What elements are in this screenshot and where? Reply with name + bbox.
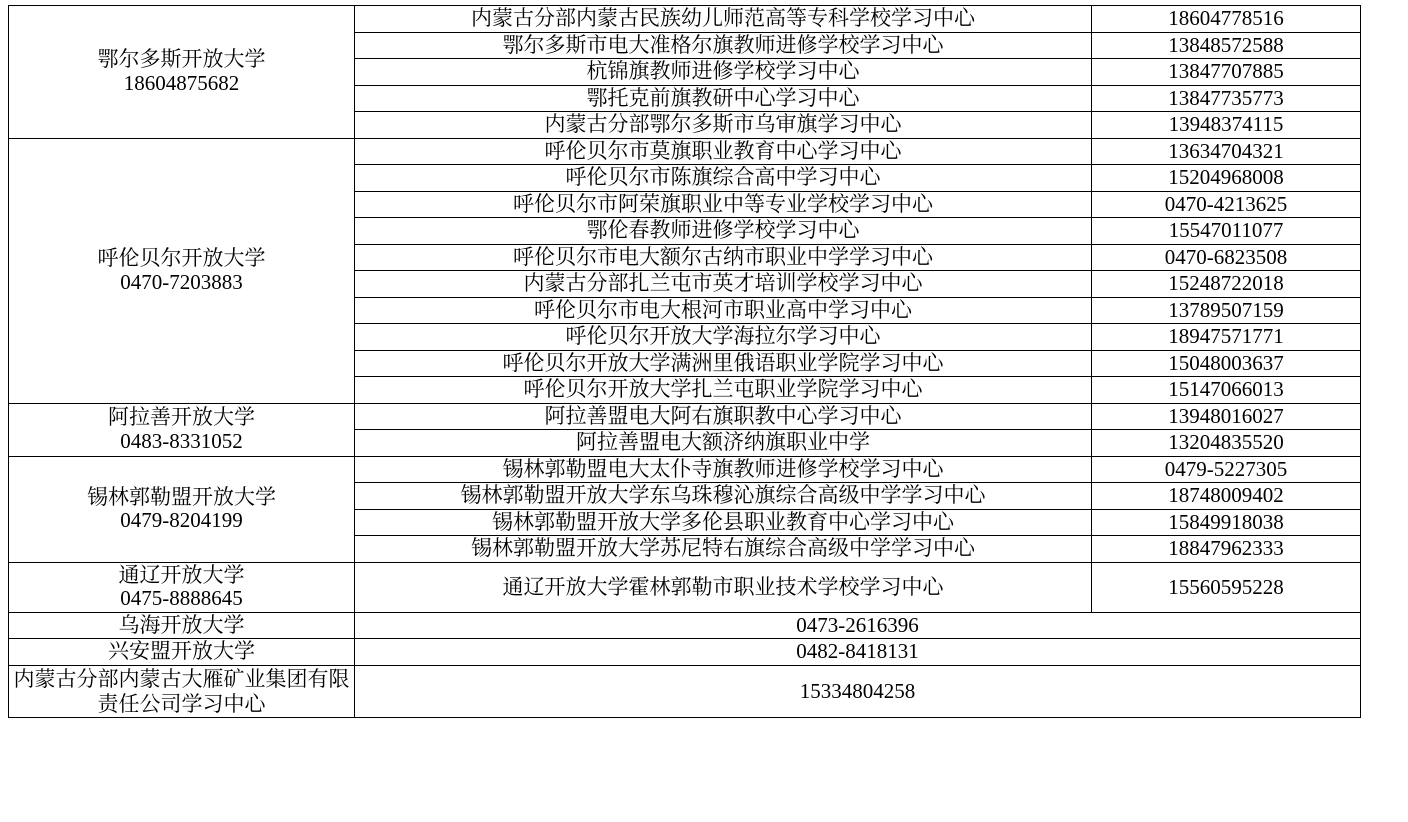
center-name: 呼伦贝尔开放大学扎兰屯职业学院学习中心 (355, 377, 1092, 404)
org-name: 鄂尔多斯开放大学 (97, 47, 266, 72)
center-name: 呼伦贝尔开放大学海拉尔学习中心 (355, 324, 1092, 351)
org-name: 呼伦贝尔开放大学 (97, 246, 266, 271)
center-name: 锡林郭勒盟开放大学多伦县职业教育中心学习中心 (355, 509, 1092, 536)
center-phone: 15248722018 (1092, 271, 1361, 298)
org-cell (9, 665, 355, 718)
org-phone: 0479-8204199 (120, 508, 243, 533)
center-name: 鄂尔多斯市电大准格尔旗教师进修学校学习中心 (355, 32, 1092, 59)
center-phone: 13847707885 (1092, 59, 1361, 86)
center-phone: 15560595228 (1092, 562, 1361, 612)
center-name: 阿拉善盟电大额济纳旗职业中学 (355, 430, 1092, 457)
center-name: 内蒙古分部鄂尔多斯市乌审旗学习中心 (355, 112, 1092, 139)
center-name: 杭锦旗教师进修学校学习中心 (355, 59, 1092, 86)
center-phone: 13789507159 (1092, 297, 1361, 324)
table-row (9, 639, 1361, 666)
table-body (9, 6, 1361, 718)
center-phone: 18847962333 (1092, 536, 1361, 563)
org-phone: 0473-2616396 (355, 612, 1361, 639)
learning-center-table (8, 5, 1361, 718)
center-name: 通辽开放大学霍林郭勒市职业技术学校学习中心 (355, 562, 1092, 612)
table-row (9, 612, 1361, 639)
center-phone: 15048003637 (1092, 350, 1361, 377)
center-name: 呼伦贝尔市陈旗综合高中学习中心 (355, 165, 1092, 192)
center-name: 内蒙古分部扎兰屯市英才培训学校学习中心 (355, 271, 1092, 298)
center-phone: 13847735773 (1092, 85, 1361, 112)
org-phone: 18604875682 (123, 70, 240, 95)
org-phone: 0483-8331052 (120, 428, 243, 453)
center-name: 鄂托克前旗教研中心学习中心 (355, 85, 1092, 112)
table-row (9, 6, 1361, 33)
center-name: 呼伦贝尔市电大额尔古纳市职业中学学习中心 (355, 244, 1092, 271)
center-name: 内蒙古分部内蒙古民族幼儿师范高等专科学校学习中心 (355, 6, 1092, 33)
center-phone: 0479-5227305 (1092, 456, 1361, 483)
org-cell (9, 403, 355, 456)
center-phone: 0470-6823508 (1092, 244, 1361, 271)
center-phone: 13948374115 (1092, 112, 1361, 139)
org-cell (9, 612, 355, 639)
center-phone: 15849918038 (1092, 509, 1361, 536)
org-phone: 15334804258 (355, 665, 1361, 718)
org-cell (9, 639, 355, 666)
org-name: 兴安盟开放大学 (108, 639, 255, 664)
center-phone: 13634704321 (1092, 138, 1361, 165)
center-name: 鄂伦春教师进修学校学习中心 (355, 218, 1092, 245)
center-phone: 0470-4213625 (1092, 191, 1361, 218)
org-name: 乌海开放大学 (118, 612, 245, 637)
org-phone: 0482-8418131 (355, 639, 1361, 666)
center-name: 锡林郭勒盟电大太仆寺旗教师进修学校学习中心 (355, 456, 1092, 483)
center-name: 呼伦贝尔市阿荣旗职业中等专业学校学习中心 (355, 191, 1092, 218)
org-name: 通辽开放大学 (118, 562, 245, 587)
center-name: 呼伦贝尔开放大学满洲里俄语职业学院学习中心 (355, 350, 1092, 377)
table-row (9, 562, 1361, 612)
org-phone: 0475-8888645 (120, 586, 243, 611)
center-phone: 13848572588 (1092, 32, 1361, 59)
center-phone: 15547011077 (1092, 218, 1361, 245)
center-phone: 15147066013 (1092, 377, 1361, 404)
center-name: 阿拉善盟电大阿右旗职教中心学习中心 (355, 403, 1092, 430)
table-row (9, 456, 1361, 483)
center-name: 锡林郭勒盟开放大学东乌珠穆沁旗综合高级中学学习中心 (355, 483, 1092, 510)
center-name: 呼伦贝尔市莫旗职业教育中心学习中心 (355, 138, 1092, 165)
center-phone: 18604778516 (1092, 6, 1361, 33)
table-row (9, 138, 1361, 165)
org-cell (9, 6, 355, 139)
org-name: 锡林郭勒盟开放大学 (87, 484, 276, 509)
org-cell (9, 456, 355, 562)
table-row (9, 665, 1361, 718)
org-name: 阿拉善开放大学 (108, 405, 255, 430)
center-phone: 18947571771 (1092, 324, 1361, 351)
center-phone: 18748009402 (1092, 483, 1361, 510)
table-row (9, 403, 1361, 430)
center-name: 锡林郭勒盟开放大学苏尼特右旗综合高级中学学习中心 (355, 536, 1092, 563)
center-name: 呼伦贝尔市电大根河市职业高中学习中心 (355, 297, 1092, 324)
document-page (0, 5, 1408, 822)
center-phone: 13948016027 (1092, 403, 1361, 430)
center-phone: 15204968008 (1092, 165, 1361, 192)
center-phone: 13204835520 (1092, 430, 1361, 457)
org-cell (9, 138, 355, 403)
org-cell (9, 562, 355, 612)
org-name: 内蒙古分部内蒙古大雁矿业集团有限责任公司学习中心 (13, 666, 350, 716)
org-phone: 0470-7203883 (120, 269, 243, 294)
